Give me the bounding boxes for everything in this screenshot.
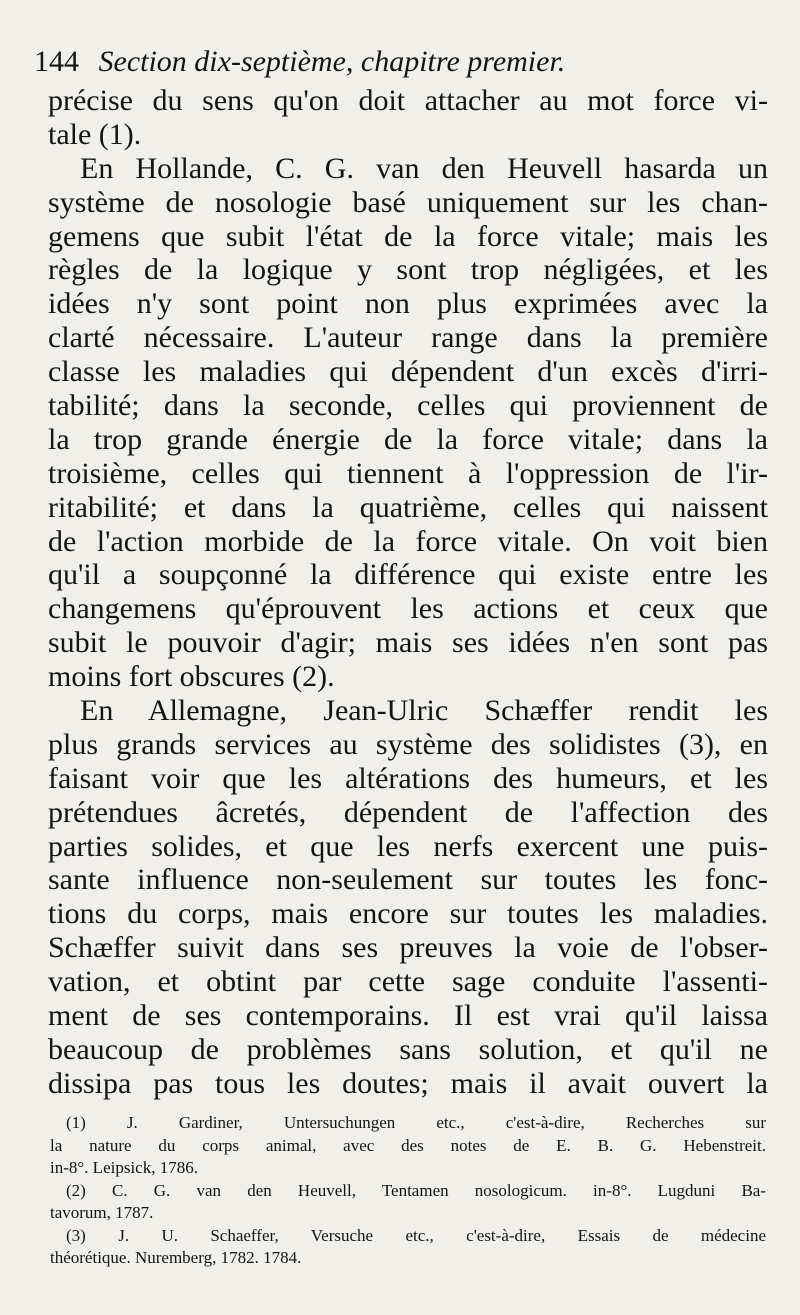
body-line: plus grands services au système des solidistes (3), en — [48, 727, 768, 761]
body-line: sante influence non-seulement sur toutes les fonc- — [48, 863, 768, 897]
body-line: la trop grande énergie de la force vitale; dans la — [48, 422, 768, 456]
body-text — [48, 84, 768, 1101]
body-line: subit le pouvoir d'agir; mais ses idées n'en sont pas — [48, 626, 768, 660]
body-line: moins fort obscures (2). — [48, 660, 335, 694]
footnote-line: théorétique. Nuremberg, 1782. 1784. — [50, 1248, 302, 1267]
body-line: qu'il a soupçonné la différence qui existe entre les — [48, 558, 768, 592]
body-line: règles de la logique y sont trop négligées, et les — [48, 253, 768, 287]
footnotes — [50, 1112, 766, 1270]
body-line: ment de ses contemporains. Il est vrai qu'il laissa — [48, 999, 768, 1033]
body-line: précise du sens qu'on doit attacher au mot force vi- — [48, 84, 768, 117]
body-line: faisant voir que les altérations des humeurs, et les — [48, 761, 768, 795]
body-line: ritabilité; et dans la quatrième, celles qui naissent — [48, 490, 768, 524]
body-line: classe les maladies qui dépendent d'un excès d'irri- — [48, 355, 768, 389]
body-line: vation, et obtint par cette sage conduite l'assenti- — [48, 965, 768, 999]
footnote-line: la nature du corps animal, avec des notes de E. B. G. Hebenstreit. — [50, 1135, 766, 1155]
body-line: troisième, celles qui tiennent à l'oppression de l'ir- — [48, 456, 768, 490]
body-line: dissipa pas tous les doutes; mais il avait ouvert la — [48, 1066, 768, 1100]
body-line: clarté nécessaire. L'auteur range dans la première — [48, 321, 768, 355]
footnote-line: in-8°. Leipsick, 1786. — [50, 1158, 198, 1177]
body-line: idées n'y sont point non plus exprimées avec la — [48, 287, 768, 321]
body-line: beaucoup de problèmes sans solution, et qu'il ne — [48, 1032, 768, 1066]
body-line: En Hollande, C. G. van den Heuvell hasarda un — [80, 151, 768, 185]
footnote-line: (1) J. Gardiner, Untersuchungen etc., c'est-à-dire, Recherches sur — [66, 1113, 766, 1132]
footnote-line: (2) C. G. van den Heuvell, Tentamen nosologicum. in-8°. Lugduni Ba- — [66, 1180, 766, 1200]
body-line: parties solides, et que les nerfs exercent une puis- — [48, 829, 768, 863]
body-line: Schæffer suivit dans ses preuves la voie de l'obser- — [48, 931, 768, 965]
body-line: de l'action morbide de la force vitale. On voit bien — [48, 524, 768, 558]
body-line: tabilité; dans la seconde, celles qui proviennent de — [48, 389, 768, 423]
footnote-line: (3) J. U. Schaeffer, Versuche etc., c'est-à-dire, Essais de médecine — [66, 1225, 766, 1245]
body-line: En Allemagne, Jean-Ulric Schæffer rendit les — [80, 694, 768, 728]
page-header — [34, 40, 774, 84]
page-number: 144 — [34, 45, 79, 78]
running-title: Section dix-septième, chapitre premier. — [98, 45, 566, 78]
body-line: système de nosologie basé uniquement sur les chan- — [48, 185, 768, 219]
body-line: changemens qu'éprouvent les actions et ceux que — [48, 592, 768, 626]
body-line: tions du corps, mais encore sur toutes les maladies. — [48, 897, 768, 931]
footnote-line: tavorum, 1787. — [50, 1203, 154, 1222]
body-line: tale (1). — [48, 117, 142, 151]
body-line: gemens que subit l'état de la force vitale; mais les — [48, 219, 768, 253]
body-line: prétendues âcretés, dépendent de l'affection des — [48, 795, 768, 829]
